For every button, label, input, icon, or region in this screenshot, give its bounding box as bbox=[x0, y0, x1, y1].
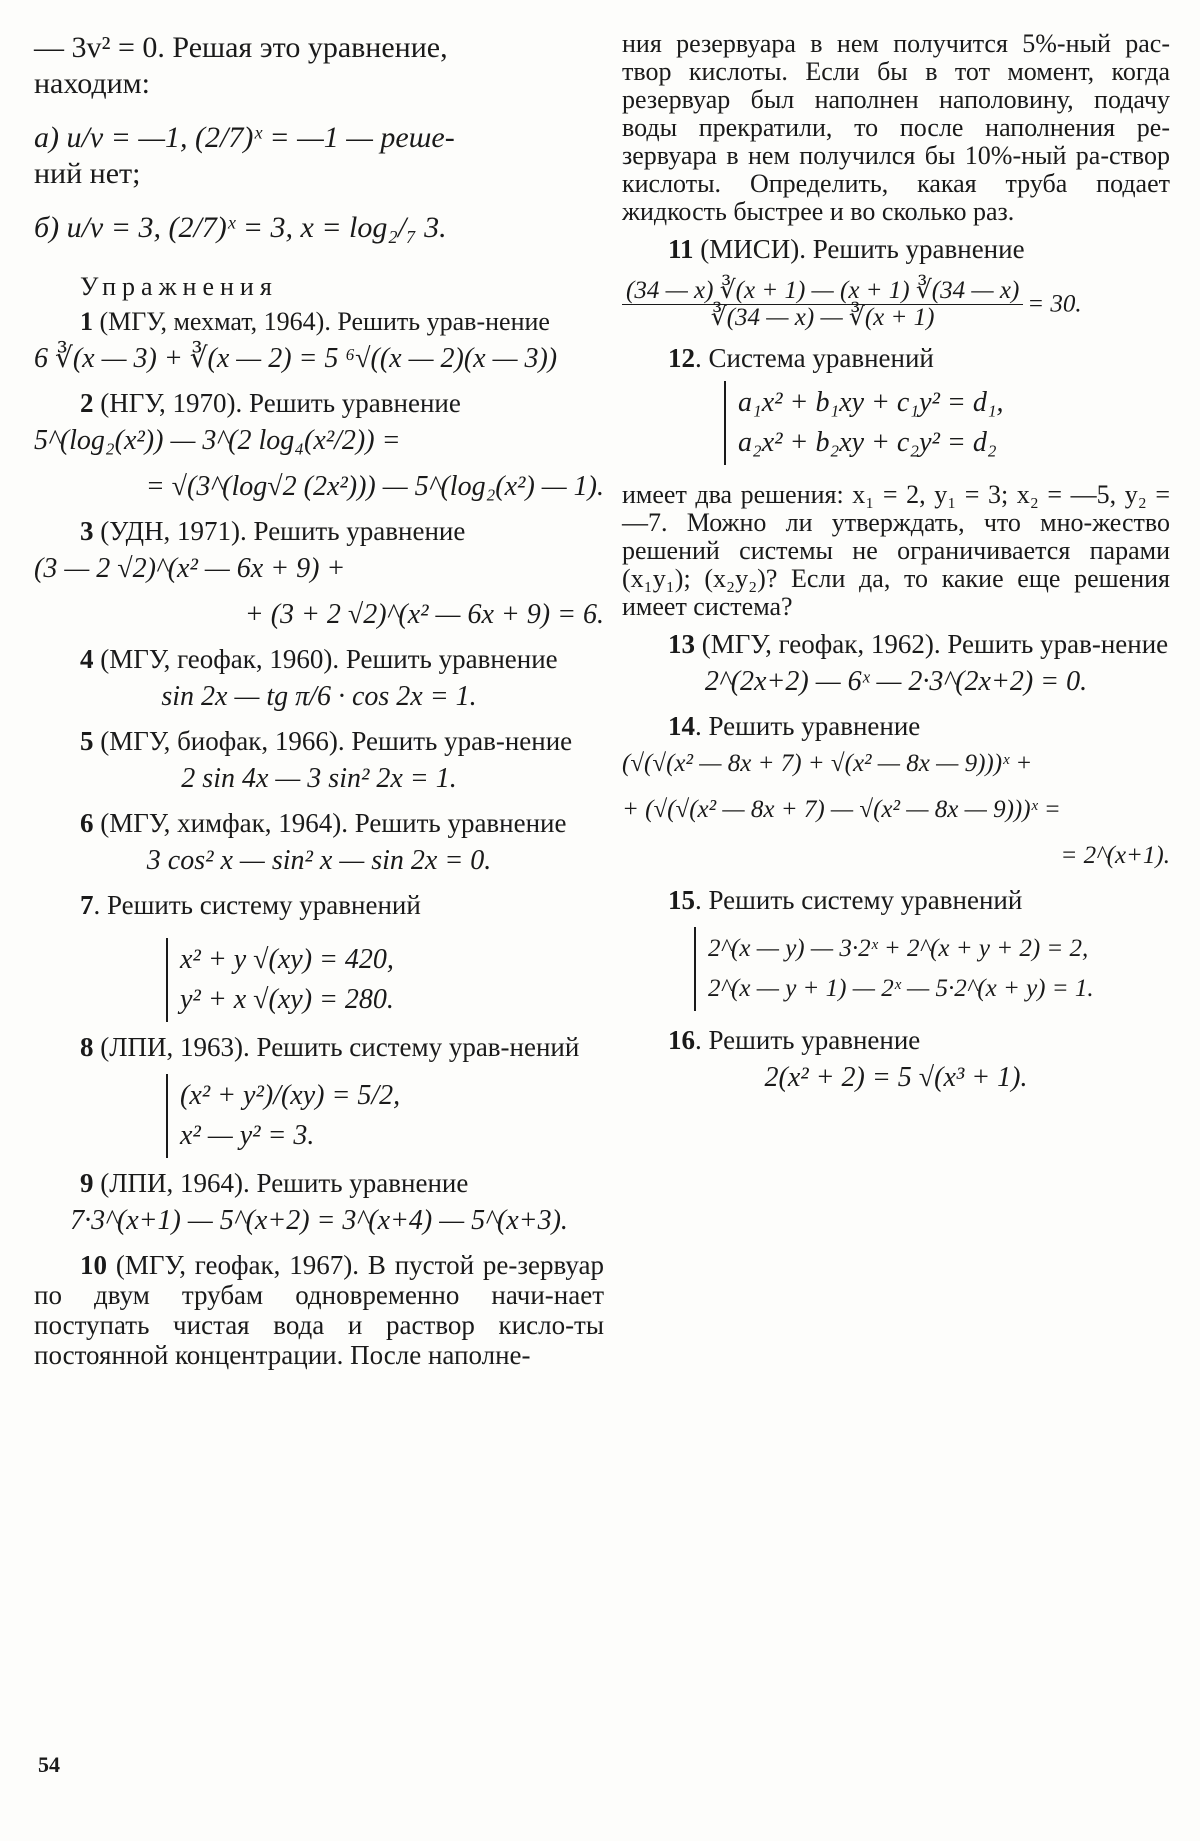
exercise-7-system bbox=[166, 938, 394, 1022]
case-b: б) u/v = 3, (2/7)ˣ = 3, x = log₂/₇ 3. bbox=[34, 211, 447, 244]
exercise-1-formula: 6 ∛(x — 3) + ∛(x — 2) = 5 ⁶√((x — 2)(x — 3)) bbox=[34, 343, 558, 374]
exercise-text: (МГУ, геофак, 1962). Решить урав-нение bbox=[695, 629, 1169, 659]
exercise-2-formula-line-1: 5^(log₂(x²)) — 3^(2 log₄(x²/2)) = bbox=[34, 425, 401, 456]
exercise-14-formula-line-3: = 2^(x+1). bbox=[1060, 842, 1170, 869]
exercise-9-formula: 7·3^(x+1) — 5^(x+2) = 3^(x+4) — 5^(x+3). bbox=[70, 1205, 568, 1236]
exercise-11-numerator: (34 — x) ∛(x + 1) — (x + 1) ∛(34 — x) bbox=[622, 278, 1023, 305]
exercise-number: 1 bbox=[80, 307, 93, 336]
exercise-number: 13 bbox=[668, 629, 695, 659]
exercise-number: 9 bbox=[80, 1168, 94, 1198]
exercise-text: (МГУ, биофак, 1966). Решить урав-нение bbox=[93, 726, 573, 756]
exercise-14-formula-line-1: (√(√(x² — 8x + 7) + √(x² — 8x — 9)))ˣ + bbox=[622, 750, 1033, 777]
exercise-8 bbox=[34, 1032, 604, 1062]
exercise-text: (МГУ, химфак, 1964). Решить уравнение bbox=[93, 808, 567, 838]
exercise-text: (ЛПИ, 1964). Решить уравнение bbox=[93, 1168, 469, 1198]
exercise-3 bbox=[34, 516, 604, 546]
exercise-number: 11 bbox=[668, 234, 694, 264]
exercise-12-continuation: имеет два решения: x₁ = 2, y₁ = 3; x₂ = —5, y₂ = —7. Можно ли утверждать, что мно-жество решений системы не ограничивается парами (x₁y₁); (x₂y₂)? Если да, то какие еще решения имеет система? bbox=[622, 480, 1170, 621]
exercise-11-denominator: ∛(34 — x) — ∛(x + 1) bbox=[710, 304, 935, 331]
exercise-11-formula bbox=[622, 278, 1170, 331]
exercise-6-formula: 3 cos² x — sin² x — sin 2x = 0. bbox=[146, 845, 492, 876]
exercise-number: 15 bbox=[668, 885, 695, 915]
exercise-number: 2 bbox=[80, 388, 94, 418]
system-line: x² — y² = 3. bbox=[180, 1120, 315, 1151]
exercises-heading: Упражнения bbox=[80, 272, 278, 301]
exercise-text: (ЛПИ, 1963). Решить систему урав-нений bbox=[93, 1032, 580, 1062]
exercise-text: (МГУ, мехмат, 1964). Решить урав-нение bbox=[93, 307, 550, 336]
exercise-text: (МГУ, геофак, 1960). Решить уравнение bbox=[93, 644, 558, 674]
exercise-11-fraction bbox=[622, 278, 1023, 331]
exercise-14 bbox=[622, 711, 1170, 741]
exercise-9 bbox=[34, 1168, 604, 1198]
exercise-16 bbox=[622, 1025, 1170, 1055]
exercise-12-system bbox=[724, 381, 1004, 465]
system-line: 2^(x — y) — 3·2ˣ + 2^(x + y + 2) = 2, bbox=[708, 935, 1089, 962]
exercise-number: 10 bbox=[80, 1250, 107, 1280]
exercise-text: . Решить уравнение bbox=[695, 1025, 921, 1055]
exercise-text: . Решить систему уравнений bbox=[695, 885, 1023, 915]
intro-line-1: — 3v² = 0. Решая это уравнение, bbox=[34, 31, 448, 64]
exercise-6 bbox=[34, 808, 604, 838]
system-line: a₂x² + b₂xy + c₂y² = d₂ bbox=[738, 427, 997, 458]
exercise-text: . Решить систему уравнений bbox=[93, 890, 421, 920]
exercise-number: 16 bbox=[668, 1025, 695, 1055]
system-line: x² + y √(xy) = 420, bbox=[180, 944, 394, 975]
case-a-continuation: ний нет; bbox=[34, 157, 141, 190]
exercise-number: 12 bbox=[668, 343, 695, 373]
case-a: а) u/v = —1, (2/7)ˣ = —1 — реше- bbox=[34, 121, 455, 154]
exercise-13 bbox=[622, 629, 1170, 659]
exercise-15-system-wrap bbox=[622, 927, 1170, 1011]
exercise-number: 7 bbox=[80, 890, 94, 920]
exercise-10-continuation: ния резервуара в нем получится 5%-ный рас-твор кислоты. Если бы в тот момент, когда резервуар был наполнен наполовину, подачу воды прекратили, то после наполнения ре-зервуара в нем получился бы 10%-ный ра-створ кислоты. Определить, какая труба подает жидкость быстрее и во сколько раз. bbox=[622, 29, 1170, 226]
exercise-text: . Решить уравнение bbox=[695, 711, 921, 741]
exercise-12 bbox=[622, 343, 1170, 373]
right-column bbox=[622, 30, 1170, 1107]
exercise-5 bbox=[34, 726, 604, 756]
exercise-13-formula: 2^(2x+2) — 6ˣ — 2·3^(2x+2) = 0. bbox=[704, 666, 1088, 697]
exercise-8-system-wrap bbox=[34, 1074, 604, 1158]
exercise-5-formula: 2 sin 4x — 3 sin² 2x = 1. bbox=[181, 763, 457, 794]
exercise-text: (УДН, 1971). Решить уравнение bbox=[93, 516, 466, 546]
exercise-text: . Система уравнений bbox=[695, 343, 934, 373]
exercise-number: 4 bbox=[80, 644, 94, 674]
exercise-15-system bbox=[694, 927, 1094, 1011]
system-line: (x² + y²)/(xy) = 5/2, bbox=[180, 1080, 401, 1111]
exercise-text: (МГУ, геофак, 1967). В пустой ре-зервуар по двум трубам одновременно начи-нает поступать чистая вода и раствор кисло-ты постоянной концентрации. После наполне- bbox=[34, 1250, 604, 1370]
system-line: 2^(x — y + 1) — 2ˣ — 5·2^(x + y) = 1. bbox=[708, 975, 1094, 1002]
exercise-11 bbox=[622, 234, 1170, 264]
exercise-12-system-wrap bbox=[622, 381, 1170, 465]
exercise-number: 6 bbox=[80, 808, 94, 838]
exercise-text: (МИСИ). Решить уравнение bbox=[693, 234, 1025, 264]
exercise-7-system-wrap bbox=[34, 938, 604, 1022]
exercise-3-formula-line-2: + (3 + 2 √2)^(x² — 6x + 9) = 6. bbox=[244, 599, 604, 630]
exercise-number: 8 bbox=[80, 1032, 94, 1062]
exercise-8-system bbox=[166, 1074, 400, 1158]
intro-line-2: находим: bbox=[34, 67, 151, 100]
exercise-4-formula: sin 2x — tg π/6 · cos 2x = 1. bbox=[161, 681, 477, 712]
system-line: y² + x √(xy) = 280. bbox=[180, 984, 394, 1015]
exercise-4 bbox=[34, 644, 604, 674]
exercise-7 bbox=[34, 890, 604, 920]
exercise-14-formula-line-2: + (√(√(x² — 8x + 7) — √(x² — 8x — 9)))ˣ = bbox=[622, 796, 1061, 823]
exercise-15 bbox=[622, 885, 1170, 915]
exercise-number: 5 bbox=[80, 726, 94, 756]
exercise-1 bbox=[34, 308, 604, 336]
exercise-10 bbox=[34, 1250, 604, 1370]
page-number: 54 bbox=[38, 1752, 60, 1777]
exercise-16-formula: 2(x² + 2) = 5 √(x³ + 1). bbox=[764, 1062, 1028, 1093]
exercise-11-rhs: = 30. bbox=[1027, 290, 1082, 318]
left-column bbox=[34, 30, 604, 1370]
exercise-text: (НГУ, 1970). Решить уравнение bbox=[93, 388, 461, 418]
exercise-3-formula-line-1: (3 — 2 √2)^(x² — 6x + 9) + bbox=[34, 553, 346, 584]
exercise-number: 3 bbox=[80, 516, 94, 546]
exercise-2 bbox=[34, 388, 604, 418]
system-line: a₁x² + b₁xy + c₁y² = d₁, bbox=[738, 387, 1004, 418]
exercise-number: 14 bbox=[668, 711, 695, 741]
exercise-2-formula-line-2: = √(3^(log√2 (2x²))) — 5^(log₂(x²) — 1). bbox=[145, 471, 604, 502]
